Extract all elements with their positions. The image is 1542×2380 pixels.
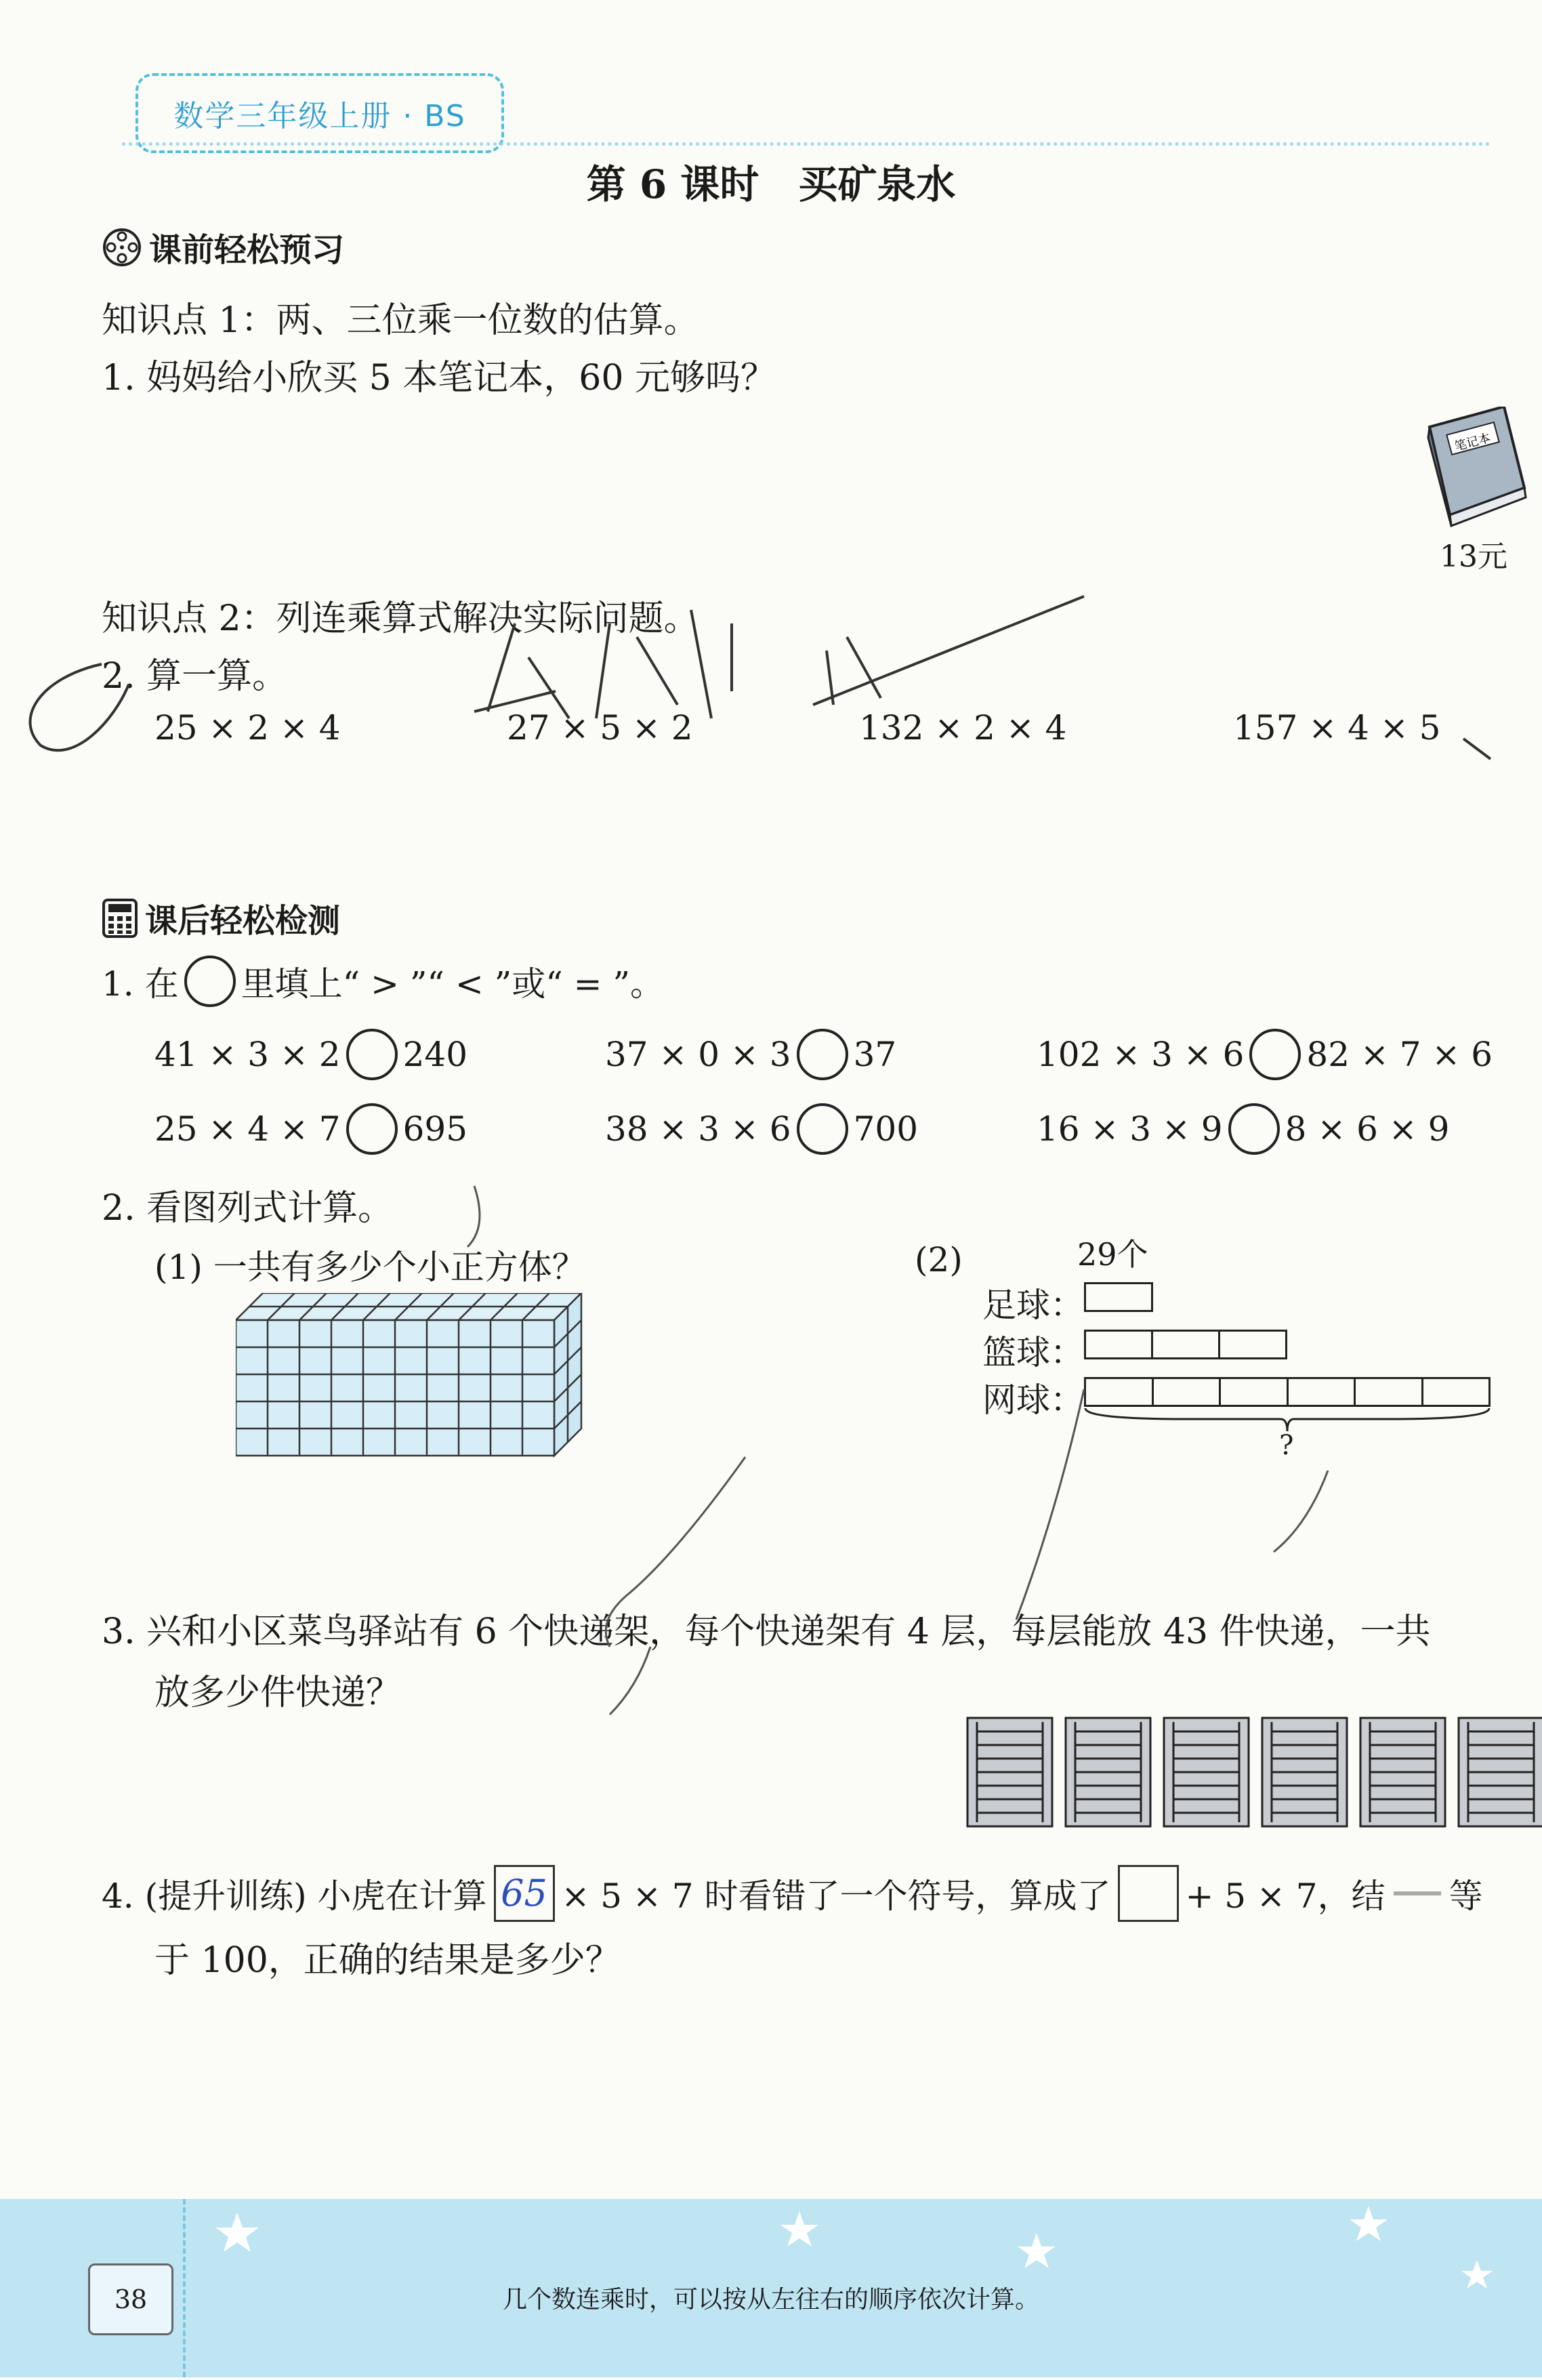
knowledge-point-1: 知识点 1：两、三位乘一位数的估算。 [102, 300, 699, 341]
pencil-strokes [0, 1172, 1542, 1782]
comparison-item [1037, 1103, 1449, 1155]
notebook-price: 13元 [1440, 539, 1507, 574]
comparison-left: 37 × 0 × 3 [605, 1035, 791, 1074]
practice-question-4-line1 [102, 1865, 1483, 1922]
question-2-1: (1) 一共有多少个小正方体？ [154, 1248, 586, 1287]
comparison-left: 41 × 3 × 2 [154, 1035, 341, 1074]
comparison-right: 82 × 7 × 6 [1306, 1035, 1493, 1074]
practice-question-4-line2: 于 100，正确的结果是多少？ [154, 1940, 621, 1981]
comparison-right: 240 [402, 1035, 468, 1074]
notebook-icon [1416, 407, 1531, 529]
q1-prefix: 1. 在 [102, 964, 179, 1004]
comparison-item [605, 1029, 896, 1080]
football-count-label: 29个 [1077, 1236, 1148, 1273]
header-divider [122, 142, 1491, 146]
q4-empty-box [1118, 1865, 1179, 1922]
comparison-circle-example [184, 956, 236, 1007]
comparison-right: 700 [853, 1109, 919, 1149]
comparison-answer-circle[interactable] [797, 1029, 848, 1080]
preview-heading-label: 课前轻松预习 [149, 231, 345, 269]
calc-expression: 27 × 5 × 2 [507, 708, 693, 747]
comparison-answer-circle[interactable] [1249, 1029, 1301, 1080]
comparison-left: 38 × 3 × 6 [605, 1109, 791, 1149]
practice-question-2: 2. 看图列式计算。 [102, 1188, 394, 1229]
comparison-left: 25 × 4 × 7 [154, 1109, 341, 1149]
calculator-icon [102, 898, 138, 939]
comparison-item [605, 1103, 918, 1155]
calc-expression: 132 × 2 × 4 [859, 708, 1067, 747]
comparison-left: 16 × 3 × 9 [1037, 1109, 1223, 1149]
calc-expression: 157 × 4 × 5 [1233, 708, 1441, 747]
comparison-item [154, 1029, 467, 1080]
comparison-left: 102 × 3 × 6 [1037, 1035, 1245, 1074]
comparison-item [154, 1103, 467, 1155]
comparison-right: 8 × 6 × 9 [1285, 1109, 1450, 1149]
comparison-answer-circle[interactable] [346, 1029, 398, 1080]
film-reel-icon [102, 227, 142, 268]
q4-part-b: × 5 × 7 时看错了一个符号，算成了 [561, 1876, 1111, 1916]
calc-expression: 25 × 2 × 4 [154, 708, 341, 747]
lesson-title: 第 6 课时 买矿泉水 [586, 161, 956, 207]
notebook-label: 笔记本 [1453, 430, 1493, 454]
comparison-answer-circle[interactable] [1228, 1103, 1280, 1155]
notebook-illustration [1416, 407, 1531, 531]
book-badge: 数学三年级上册 · BS [136, 73, 504, 153]
football-label: 足球： [982, 1286, 1084, 1325]
preview-question-1: 1. 妈妈给小欣买 5 本笔记本，60 元够吗？ [102, 358, 776, 398]
page-number: 38 [88, 2263, 173, 2335]
comparison-right: 37 [853, 1035, 897, 1074]
comparison-answer-circle[interactable] [346, 1103, 398, 1155]
footer-tip: 几个数连乘时，可以按从左往右的顺序依次计算。 [502, 2286, 1039, 2314]
practice-question-1 [102, 956, 664, 1007]
q4-handwritten-box: 65 [494, 1865, 555, 1922]
q4-part-a: 4. (提升训练) 小虎在计算 [102, 1876, 487, 1916]
practice-question-3-line1: 3. 兴和小区菜鸟驿站有 6 个快递架，每个快递架有 4 层，每层能放 43 件快递，一共 [102, 1612, 1431, 1652]
q4-part-c: + 5 × 7，结 [1185, 1876, 1385, 1916]
comparison-item [1037, 1029, 1493, 1080]
comparison-answer-circle[interactable] [797, 1103, 848, 1155]
total-question-mark: ? [1279, 1430, 1294, 1461]
practice-question-3-line2: 放多少件快递？ [154, 1673, 402, 1713]
question-2-2: (2) [915, 1240, 963, 1279]
practice-heading-label: 课后轻松检测 [145, 902, 341, 940]
practice-heading [102, 895, 340, 941]
knowledge-point-2: 知识点 2：列连乘算式解决实际问题。 [102, 598, 699, 639]
comparison-right: 695 [402, 1109, 468, 1149]
q4-part-d: 等 [1449, 1876, 1483, 1916]
preview-heading [102, 224, 344, 270]
basketball-label: 篮球： [982, 1333, 1084, 1372]
q4-smudge [1394, 1891, 1441, 1895]
q1-suffix: 里填上“ > ”“ < ”或“ = ”。 [241, 964, 665, 1004]
preview-question-2: 2. 算一算。 [102, 656, 288, 697]
tennis-label: 网球： [982, 1380, 1084, 1420]
